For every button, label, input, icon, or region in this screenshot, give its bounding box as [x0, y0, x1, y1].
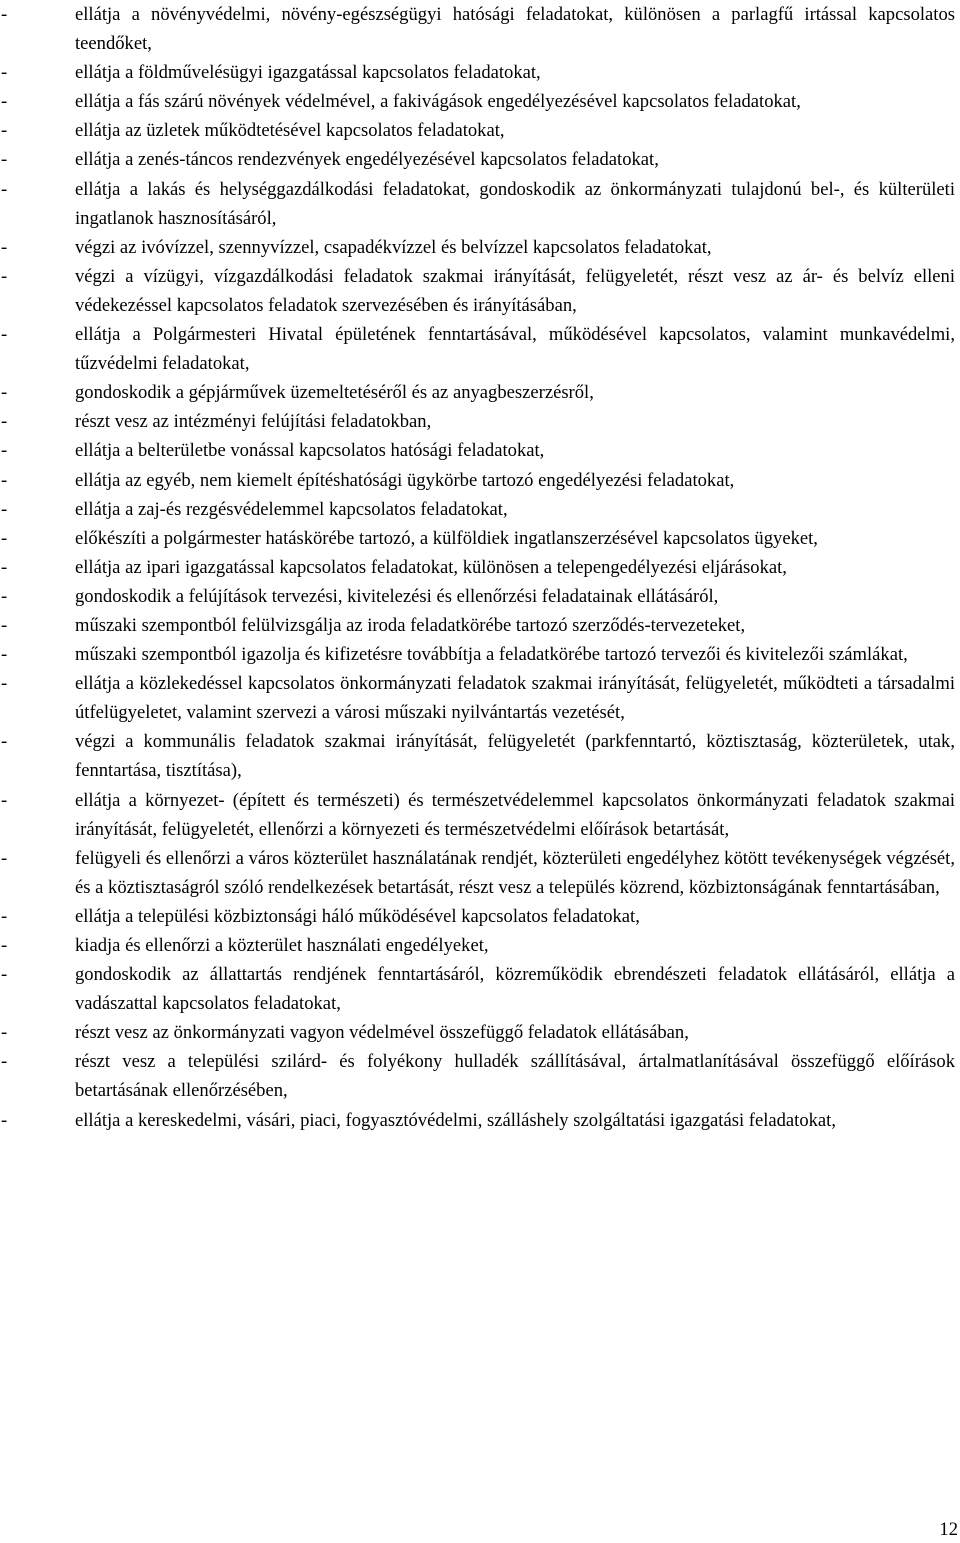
- bullet-dash: -: [1, 440, 8, 462]
- list-item-text: ellátja a földművelésügyi igazgatással kapcsolatos feladatokat,: [75, 62, 541, 84]
- list-item-text: ellátja a zenés-táncos rendezvények engedélyezésével kapcsolatos feladatokat,: [75, 149, 659, 171]
- list-item-text: ellátja a növényvédelmi, növény-egészségügyi hatósági feladatokat, különösen a parlagfű irtással kapcsolatos teendőket,: [75, 4, 955, 55]
- list-item: [0, 233, 955, 262]
- list-item-text: ellátja a települési közbiztonsági háló működésével kapcsolatos feladatokat,: [75, 905, 640, 927]
- bullet-dash: -: [1, 935, 8, 956]
- bullet-dash: -: [1, 178, 8, 200]
- list-item: [0, 116, 955, 145]
- bullet-dash: -: [1, 62, 8, 84]
- bullet-dash: -: [1, 673, 8, 695]
- list-item-text: ellátja az egyéb, nem kiemelt építéshatósági ügykörbe tartozó engedélyezési feladatokat,: [75, 469, 735, 491]
- list-item-text: ellátja a belterületbe vonással kapcsolatos hatósági feladatokat,: [75, 440, 545, 462]
- list-item-text: részt vesz az önkormányzati vagyon védelmével összefüggő feladatok ellátásában,: [75, 1022, 689, 1044]
- bullet-dash: -: [1, 847, 8, 869]
- list-item: [0, 0, 955, 58]
- bullet-dash: -: [1, 469, 8, 491]
- list-item-text: ellátja a kereskedelmi, vásári, piaci, fogyasztóvédelmi, szálláshely szolgáltatási igazgatási feladatokat,: [75, 1109, 837, 1131]
- bullet-dash: -: [1, 324, 8, 346]
- list-item: [0, 844, 955, 902]
- list-item-text: végzi a kommunális feladatok szakmai irányítását, felügyeletét (parkfenntartó, köztisztaság, közterületek, utak, fenntartása, tisztítása),: [75, 731, 955, 782]
- bullet-dash: -: [1, 964, 8, 986]
- list-item: [0, 145, 955, 174]
- list-item-text: végzi a vízügyi, vízgazdálkodási feladatok szakmai irányítását, felügyeletét, részt vesz az ár- és belvíz elleni védekezéssel kapcsolatos feladatok szervezésében és irányításában,: [75, 265, 955, 316]
- list-item: [0, 786, 955, 844]
- list-item: [0, 320, 955, 378]
- list-item-text: műszaki szempontból felülvizsgálja az iroda feladatkörébe tartozó szerződés-tervezeteket,: [75, 614, 746, 636]
- list-item: [0, 436, 955, 465]
- bullet-dash: -: [1, 265, 8, 287]
- list-item: [0, 1047, 955, 1105]
- list-item: [0, 524, 955, 553]
- list-item: [0, 640, 955, 669]
- list-item-text: ellátja az üzletek működtetésével kapcsolatos feladatokat,: [75, 120, 505, 142]
- bullet-dash: -: [1, 731, 8, 753]
- page-number: 12: [939, 1519, 958, 1540]
- bullet-dash: -: [1, 1109, 8, 1131]
- list-item-text: ellátja a Polgármesteri Hivatal épületének fenntartásával, működésével kapcsolatos, valamint munkavédelmi, tűzvédelmi feladatokat,: [75, 324, 955, 375]
- bullet-dash: -: [1, 789, 8, 811]
- bullet-dash: -: [1, 382, 8, 404]
- list-item-text: ellátja a közlekedéssel kapcsolatos önkormányzati feladatok szakmai irányítását, felügyeletét, működteti a társadalmi útfelügyeletet, valamint szervezi a városi műszaki nyilvántartás vezetését,: [75, 673, 955, 724]
- list-item: [0, 58, 955, 87]
- list-item: [0, 262, 955, 320]
- list-item: [0, 87, 955, 116]
- list-item-text: műszaki szempontból igazolja és kifizetésre továbbítja a feladatkörébe tartozó tervezői és kivitelezői számlákat,: [75, 644, 908, 666]
- bullet-dash: -: [1, 4, 8, 25]
- list-item: [0, 582, 955, 611]
- bullet-dash: -: [1, 527, 8, 549]
- list-item: [0, 902, 955, 931]
- bullet-dash: -: [1, 1051, 8, 1073]
- list-item: [0, 407, 955, 436]
- list-item-text: kiadja és ellenőrzi a közterület használati engedélyeket,: [75, 935, 489, 956]
- bullet-dash: -: [1, 498, 8, 520]
- bullet-dash: -: [1, 585, 8, 607]
- list-item: [0, 1106, 955, 1135]
- list-item: [0, 466, 955, 495]
- list-item: [0, 611, 955, 640]
- list-item: [0, 960, 955, 1018]
- list-item: [0, 553, 955, 582]
- list-item: [0, 727, 955, 785]
- bullet-dash: -: [1, 120, 8, 142]
- bullet-dash: -: [1, 411, 8, 433]
- list-item: [0, 931, 955, 960]
- list-item-text: ellátja az ipari igazgatással kapcsolatos feladatokat, különösen a telepengedélyezési eljárásokat,: [75, 556, 787, 578]
- bullet-dash: -: [1, 556, 8, 578]
- list-item: [0, 378, 955, 407]
- list-item: [0, 669, 955, 727]
- list-item: [0, 175, 955, 233]
- bullet-dash: -: [1, 149, 8, 171]
- list-item-text: ellátja a környezet- (épített és természeti) és természetvédelemmel kapcsolatos önkormányzati feladatok szakmai irányítását, felügyeletét, ellenőrzi a környezeti és természetvédelmi előírások betartását,: [75, 789, 955, 840]
- list-item-text: gondoskodik az állattartás rendjének fenntartásáról, közreműködik ebrendészeti feladatok ellátásáról, ellátja a vadászattal kapcsolatos feladatokat,: [75, 964, 955, 1015]
- list-item: [0, 1018, 955, 1047]
- list-item-text: ellátja a lakás és helységgazdálkodási feladatokat, gondoskodik az önkormányzati tulajdonú bel-, és külterületi ingatlanok hasznosításáról,: [75, 178, 955, 229]
- list-item-text: felügyeli és ellenőrzi a város közterület használatának rendjét, közterületi engedélyhez kötött tevékenységek végzését, és a köztisztaságról szóló rendelkezések betartását, részt vesz a település közrend, közbiztonságának fenntartásában,: [75, 847, 955, 898]
- bullet-dash: -: [1, 91, 8, 113]
- list-item-text: gondoskodik a gépjárművek üzemeltetéséről és az anyagbeszerzésről,: [75, 382, 594, 404]
- list-item-text: végzi az ivóvízzel, szennyvízzel, csapadékvízzel és belvízzel kapcsolatos feladatokat,: [75, 236, 712, 258]
- list-item-text: gondoskodik a felújítások tervezési, kivitelezési és ellenőrzési feladatainak ellátásáról,: [75, 585, 719, 607]
- list-item-text: előkészíti a polgármester hatáskörébe tartozó, a külföldiek ingatlanszerzésével kapcsolatos ügyeket,: [75, 527, 818, 549]
- list-item-text: ellátja a zaj-és rezgésvédelemmel kapcsolatos feladatokat,: [75, 498, 508, 520]
- list-item-text: részt vesz az intézményi felújítási feladatokban,: [75, 411, 432, 433]
- list-item-text: részt vesz a települési szilárd- és folyékony hulladék szállításával, ártalmatlanításával összefüggő előírások betartásának ellenőrzésében,: [75, 1051, 955, 1102]
- list-item-text: ellátja a fás szárú növények védelmével, a fakivágások engedélyezésével kapcsolatos feladatokat,: [75, 91, 801, 113]
- bullet-dash: -: [1, 614, 8, 636]
- bullet-dash: -: [1, 905, 8, 927]
- list-item: [0, 495, 955, 524]
- bullet-dash: -: [1, 236, 8, 258]
- bullet-dash: -: [1, 644, 8, 666]
- bullet-dash: -: [1, 1022, 8, 1044]
